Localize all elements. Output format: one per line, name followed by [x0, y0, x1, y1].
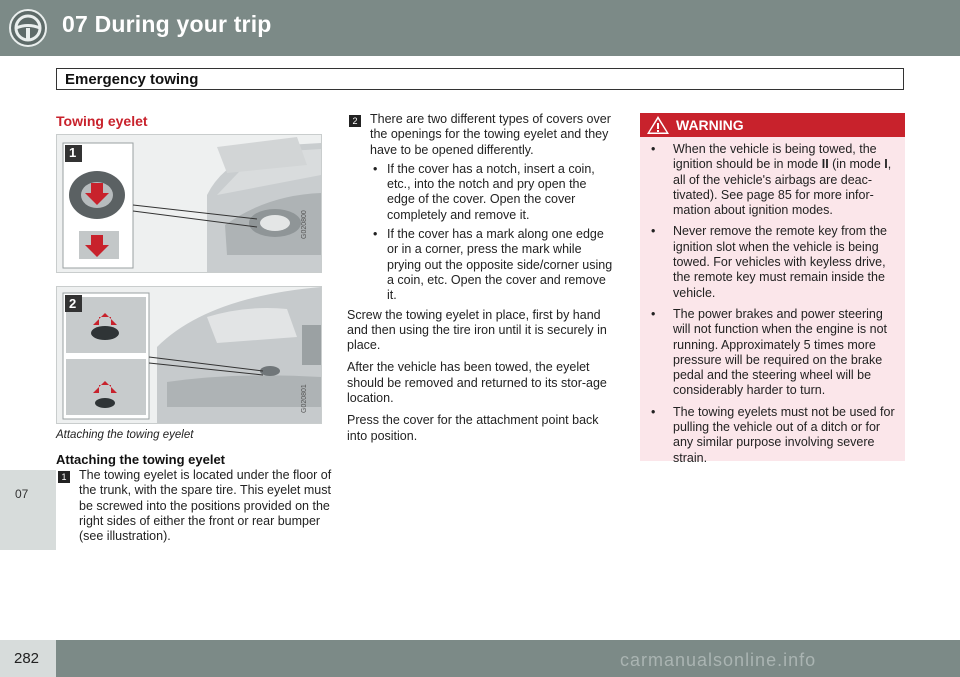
list-item: • If the cover has a notch, insert a coin, etc., into the notch and pry open the edge of the cover. Open the cover completely and remove it. — [373, 161, 595, 222]
step-1 — [56, 468, 345, 544]
warning-list — [640, 142, 905, 472]
warning-box — [640, 113, 905, 465]
cover-types-list — [347, 162, 615, 304]
figure1-code: G020800 — [301, 210, 308, 239]
paragraph-after-tow: After the vehicle has been towed, the eyelet should be removed and returned to its stor-age location. — [347, 360, 607, 406]
figure1-callout: 1 — [69, 145, 77, 160]
figure2-callout: 2 — [69, 296, 77, 311]
list-item: • The towing eyelets must not be used for pulling the vehicle out of a ditch or for any similar purpose involving severe strain. — [651, 404, 895, 465]
list-item: • When the vehicle is being towed, the ignition should be in mode II (in mode I, all of the vehicle's airbags are deac-tivated). See page 85 for more infor-mation about ignition modes. — [651, 142, 892, 218]
warning-triangle-icon — [646, 115, 670, 135]
step-1-number: 1 — [58, 471, 70, 483]
attaching-subheading: Attaching the towing eyelet — [56, 452, 226, 467]
section-title: Emergency towing — [65, 71, 199, 88]
paragraph-press-cover: Press the cover for the attachment point back into position. — [347, 413, 599, 443]
figure-caption: Attaching the towing eyelet — [56, 429, 194, 441]
paragraph-screw: Screw the towing eyelet in place, first by hand and then using the tire iron until it is securely in place. — [347, 307, 607, 353]
section-title-bar — [56, 68, 904, 90]
bumper-illustration — [56, 286, 322, 424]
list-item: • The power brakes and power steering will not function when the engine is not running. Approximately 5 times more pressure will be required on the brake pedal and the steering wheel will be considerably harder to turn. — [651, 306, 888, 398]
list-item: • Never remove the remote key from the ignition slot when the vehicle is being towed. For vehicles with keyless drive, the remote key must remain inside the vehicle. — [651, 224, 887, 300]
step-2 — [347, 112, 615, 158]
step-2-number: 2 — [349, 115, 361, 127]
side-margin — [0, 56, 56, 640]
middle-column — [347, 112, 615, 444]
list-item: • If the cover has a mark along one edge or in a corner, press the mark while prying out the opposite side/corner using a coin, etc. Open the cover and remove it. — [373, 227, 613, 303]
figure2-code: G020801 — [301, 384, 308, 413]
trunk-illustration — [56, 134, 322, 273]
warning-title: WARNING — [676, 117, 744, 133]
watermark: carmanualsonline.info — [620, 650, 817, 670]
step-1-text: The towing eyelet is located under the floor of the trunk, with the spare tire. This eyelet must be screwed into the positions provided on the right sides of either the front or rear bumper (see illustration). — [79, 468, 332, 544]
footer-page-box — [0, 640, 56, 677]
chapter-header — [0, 0, 960, 56]
warning-header — [640, 113, 905, 137]
chapter-tab[interactable] — [0, 470, 56, 550]
chapter-title: 07 During your trip — [62, 11, 272, 37]
step-2-text: There are two different types of covers over the openings for the towing eyelet and they have to be opened differently. — [370, 112, 611, 157]
page-number: 282 — [14, 650, 40, 667]
chapter-tab-label: 07 — [15, 487, 29, 501]
towing-eyelet-heading: Towing eyelet — [56, 113, 148, 129]
steering-wheel-icon — [9, 9, 47, 47]
